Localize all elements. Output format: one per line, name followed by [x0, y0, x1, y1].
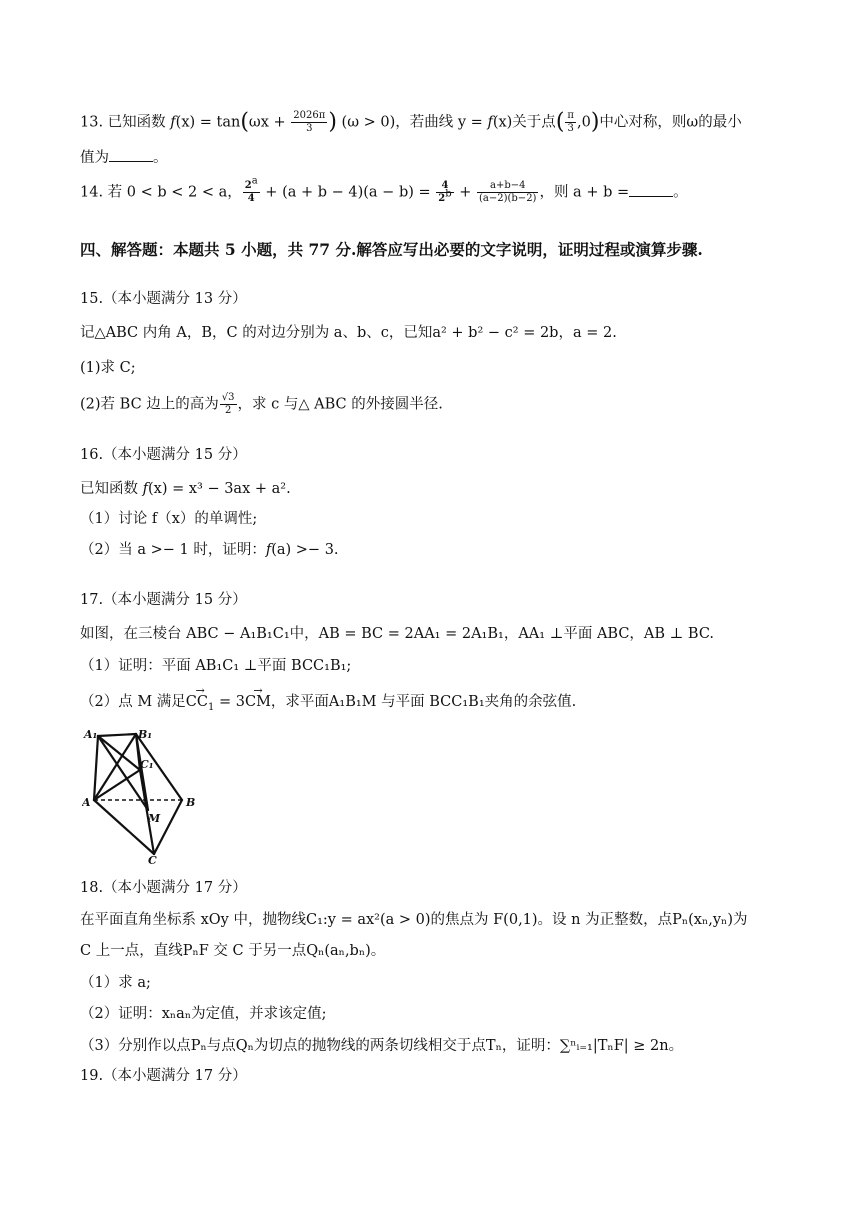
edge-a1c1 — [98, 736, 140, 770]
q13-text-2: ，若曲线 y = — [395, 114, 488, 131]
q18-stem-2: C 上一点，直线PₙF 交 C 于另一点Qₙ(aₙ,bₙ)。 — [80, 943, 386, 959]
q14-middle: + (a + b − 4)(a − b) = — [260, 184, 436, 201]
q14-suffix: ，则 a + b = — [539, 184, 630, 201]
q15-stem — [80, 321, 800, 345]
edge-a1b1 — [98, 734, 136, 736]
frustum-figure — [82, 728, 202, 864]
q15-part-1: (1)求 C; — [80, 360, 136, 376]
q17-equals: = 3 — [214, 694, 245, 710]
q15-p2-text: (2)若 BC 边上的高为 — [80, 396, 219, 413]
q16-part-2 — [80, 538, 800, 562]
q15-stem-math: a² + b² − c² = 2b，a = 2. — [432, 325, 617, 341]
q17-part-2 — [80, 690, 800, 714]
q16-stem-math: (x) = x³ − 3ax + a². — [147, 481, 291, 497]
q13-prefix: 13. 已知函数 — [80, 114, 171, 131]
q15-stem-text: 记△ABC 内角 A，B，C 的对边分别为 a、b、c，已知 — [80, 325, 433, 341]
q16-p2-f: f — [265, 542, 272, 558]
q13-fraction: $\frac{2026\pi}{3}$ — [293, 110, 326, 134]
q13-line2-text: 值为 — [80, 150, 109, 166]
edge-ac — [94, 800, 154, 854]
q13-line-2 — [80, 146, 800, 170]
q13-tan: (x) = tan — [175, 114, 241, 131]
q15-title: 15.（本小题满分 13 分） — [80, 291, 247, 307]
q13-text-4: 中心对称，则ω的最小 — [599, 114, 742, 131]
q13-point-fraction: $\frac{\pi}{3}$ — [567, 110, 574, 134]
q14-end: 。 — [673, 184, 688, 201]
q13-line-1: 13. 已知函数 f(x) = tan(ωx + $\frac{2026\pi}{3}$ ) (ω > 0)，若曲线 y = f(x)关于点( $\frac{\pi}{3}$ ,0)中心对称，则ω的最小 — [80, 109, 742, 135]
q14-fraction-1: $\frac{2^a}{4}$ — [244, 175, 258, 204]
q18-part-1: （1）求 a; — [80, 975, 151, 991]
q14-fraction-2: $\frac{4}{2^b}$ — [438, 180, 452, 204]
q14-line — [80, 175, 800, 205]
q18-part-3: （3）分别作以点Pₙ与点Qₙ为切点的抛物线的两条切线相交于点Tₙ，证明：∑ⁿᵢ₌₁|TₙF| ≥ 2n。 — [80, 1038, 684, 1054]
label-a: A — [82, 796, 91, 809]
q17-vector-cc1: → $CC_1$ — [186, 690, 215, 714]
q13-end: 。 — [153, 150, 168, 166]
section-heading: 四、解答题：本题共 5 小题，共 77 分.解答应写出必要的文字说明，证明过程或演算步骤. — [80, 240, 703, 259]
q16-part-1: （1）讨论 f（x）的单调性; — [80, 511, 258, 527]
q13-f: f — [170, 114, 176, 131]
q16-stem — [80, 477, 800, 501]
q16-stem-text: 已知函数 — [80, 481, 143, 497]
edge-bc — [154, 800, 182, 854]
q14-answer-blank — [629, 182, 673, 197]
q14-prefix: 14. 若 0 < b < 2 < a， — [80, 184, 242, 201]
label-b1: B₁ — [138, 728, 153, 741]
q18-title: 18.（本小题满分 17 分） — [80, 880, 247, 896]
label-a1: A₁ — [84, 728, 98, 741]
q17-vector-cm: → CM — [245, 690, 271, 714]
q13-f2: f — [487, 114, 493, 131]
q16-p2-text: （2）当 a >− 1 时，证明： — [80, 542, 266, 558]
q13-text-3: (x)关于点 — [492, 114, 556, 131]
q14-plus: + — [454, 184, 476, 201]
edge-ab1 — [94, 734, 136, 800]
label-m: M — [148, 812, 161, 825]
label-c1: C₁ — [140, 758, 154, 771]
label-b: B — [186, 796, 196, 809]
q16-title: 16.（本小题满分 15 分） — [80, 447, 247, 463]
q18-part-2: （2）证明：xₙaₙ为定值，并求该定值; — [80, 1006, 327, 1022]
edge-ac1 — [94, 770, 140, 800]
q13-answer-blank — [109, 147, 153, 162]
q13-point-rest: ,0 — [576, 114, 591, 131]
q15-fraction: $\frac{√3}{2}$ — [221, 392, 235, 416]
q17-title: 17.（本小题满分 15 分） — [80, 592, 247, 608]
q13-condition: (ω > 0) — [336, 114, 396, 131]
q15-p2-post: ，求 c 与△ ABC 的外接圆半径. — [237, 396, 443, 413]
q18-stem-1: 在平面直角坐标系 xOy 中，抛物线C₁:y = ax²(a > 0)的焦点为 F(0,1)。设 n 为正整数，点Pₙ(xₙ,yₙ)为 — [80, 912, 748, 928]
q17-part-1: （1）证明：平面 AB₁C₁ ⊥平面 BCC₁B₁; — [80, 658, 352, 674]
q16-p2-post: (a) >− 3. — [271, 542, 339, 558]
q19-title: 19.（本小题满分 17 分） — [80, 1068, 247, 1084]
q13-arg: ωx + — [248, 114, 291, 131]
label-c: C — [148, 854, 157, 864]
edge-aa1 — [94, 736, 98, 800]
q16-f: f — [142, 481, 148, 497]
q17-p2-text: （2）点 M 满足 — [80, 694, 186, 710]
q15-part-2 — [80, 392, 800, 417]
q17-p2-post: ，求平面A₁B₁M 与平面 BCC₁B₁夹角的余弦值. — [270, 694, 577, 710]
q14-fraction-3: $\frac{a+b-4}{(a-2)(b-2)}$ — [479, 180, 537, 204]
q17-stem: 如图，在三棱台 ABC − A₁B₁C₁中，AB = BC = 2AA₁ = 2A₁B₁，AA₁ ⊥平面 ABC，AB ⊥ BC. — [80, 626, 715, 642]
